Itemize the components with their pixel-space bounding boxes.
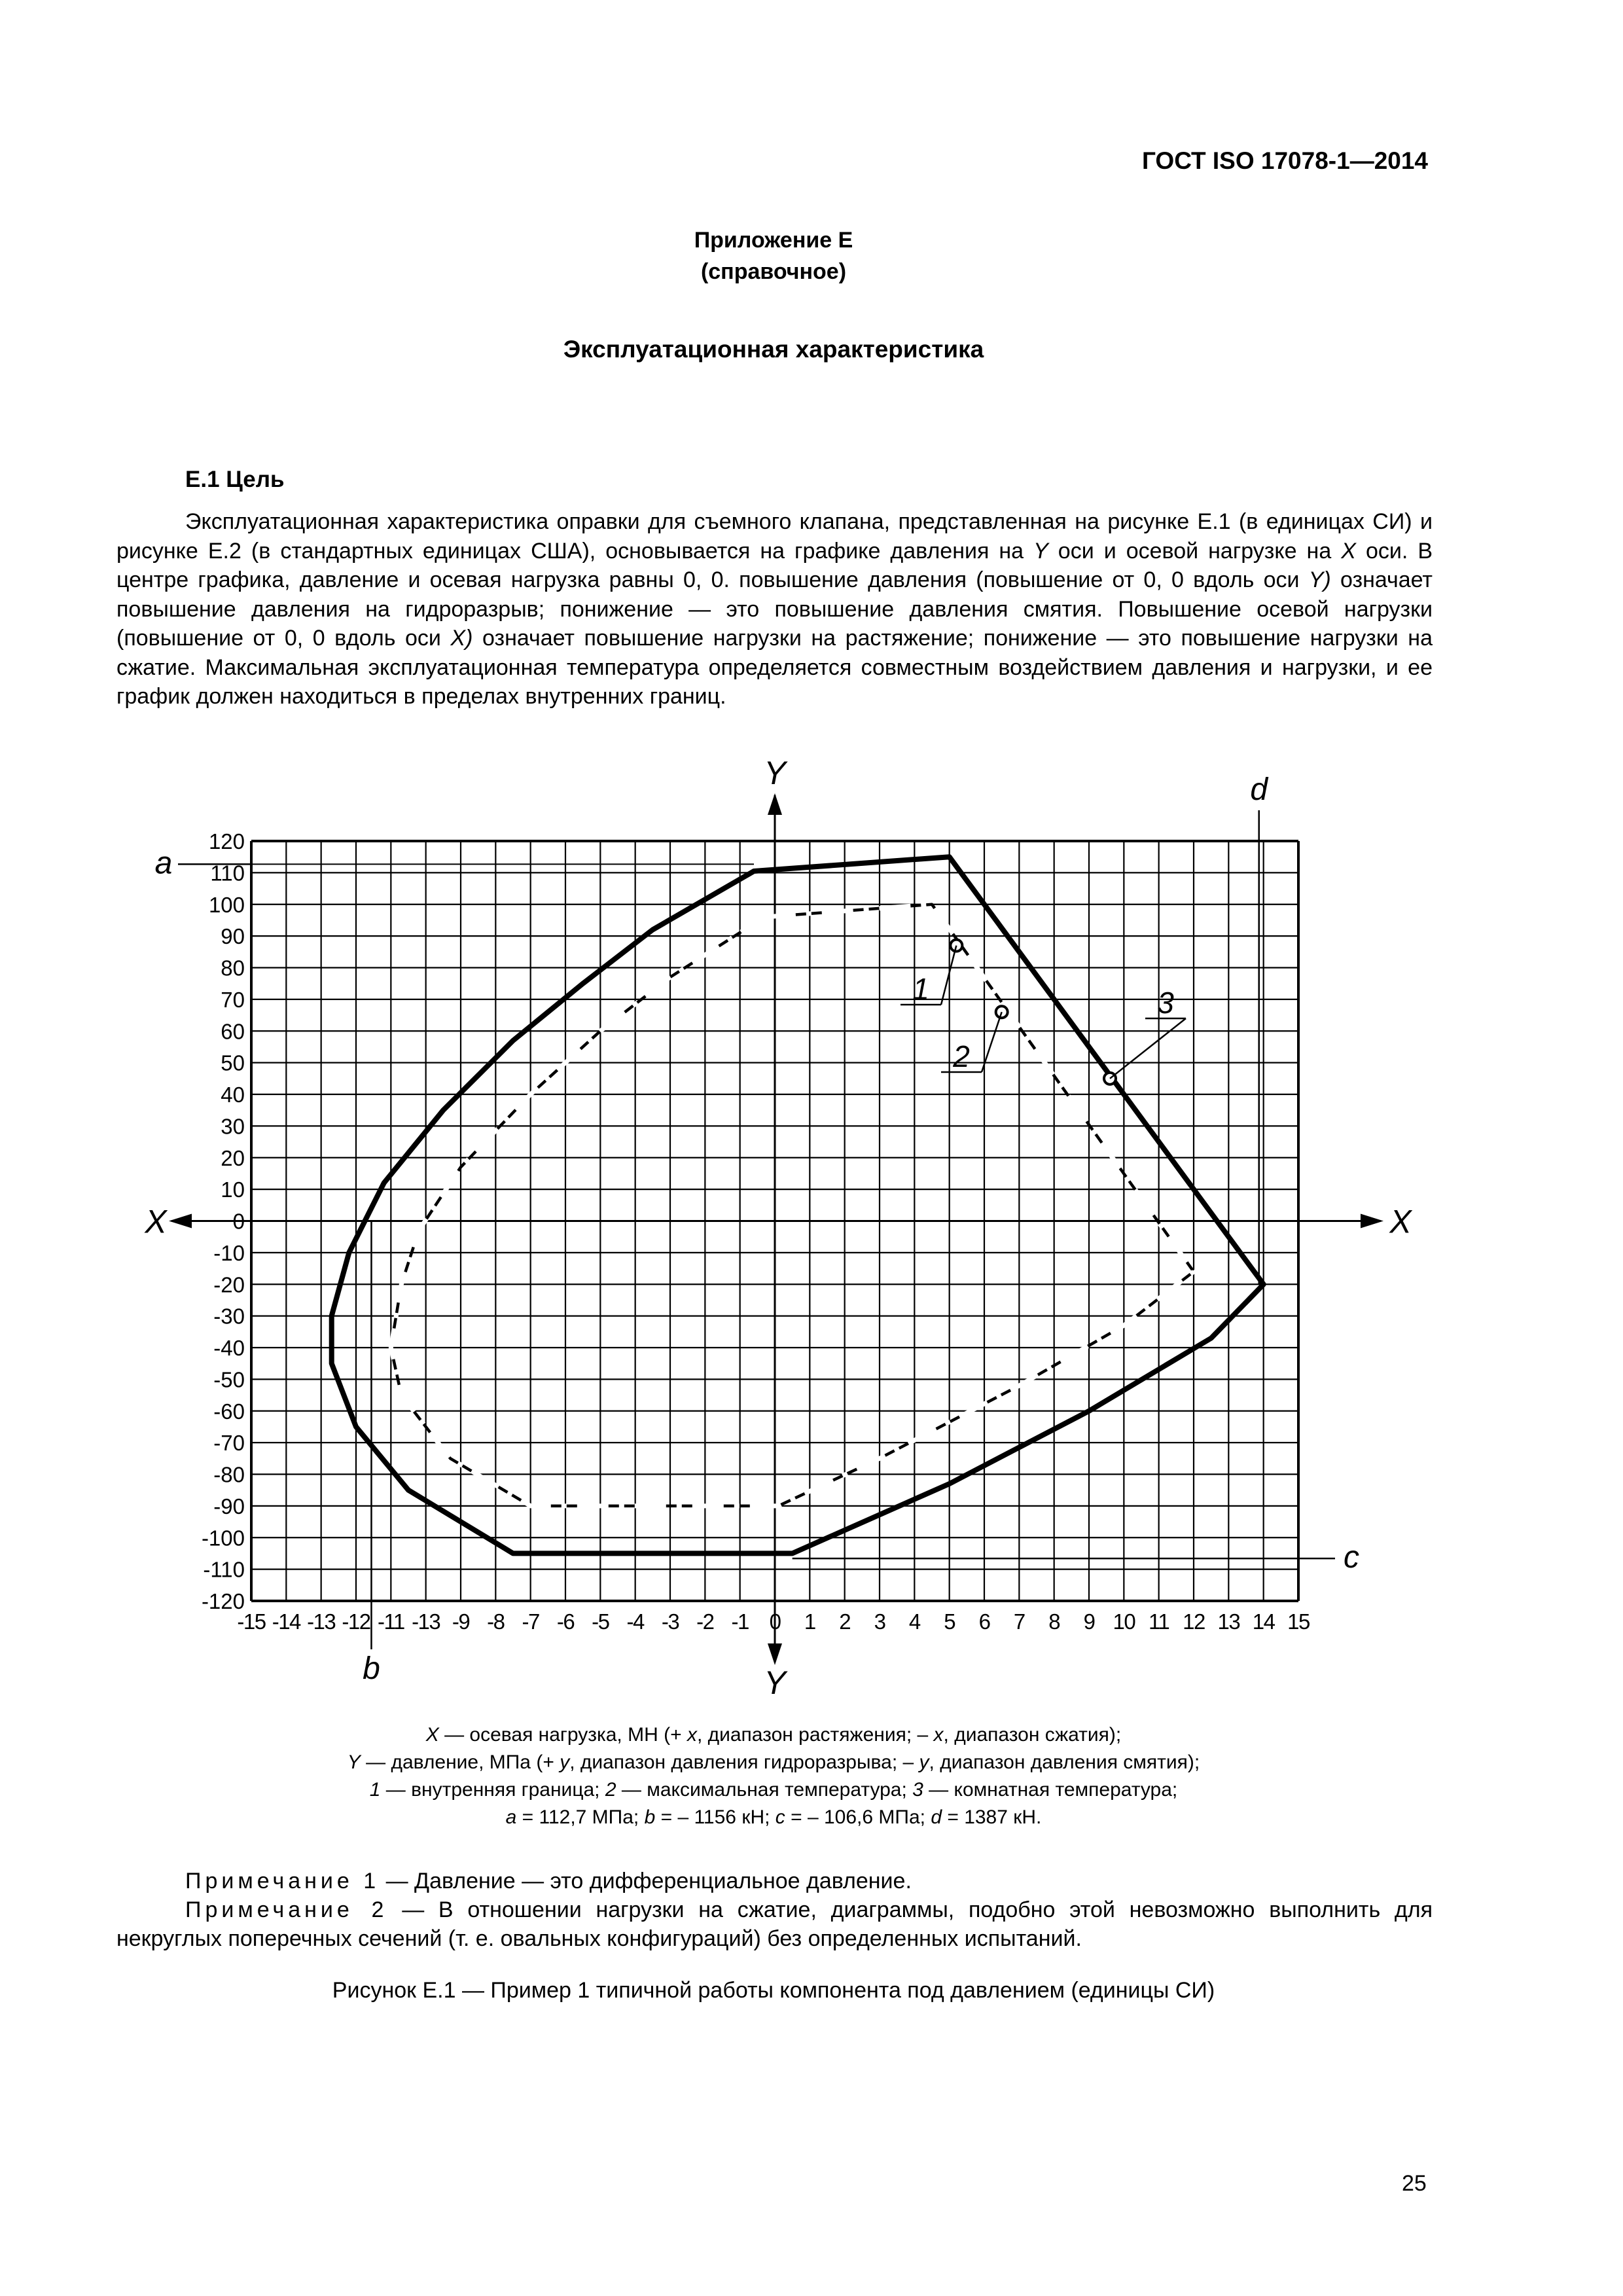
- x-tick-label: -1: [731, 1609, 749, 1634]
- note-1-text: — Давление — это дифференциальное давление.: [380, 1869, 912, 1893]
- callout-label: 2: [953, 1039, 970, 1073]
- x-tick-label: 15: [1287, 1609, 1310, 1634]
- y-tick-label: 50: [221, 1050, 245, 1075]
- x-tick-label: -13: [307, 1609, 336, 1634]
- x-tick-label: 2: [839, 1609, 851, 1634]
- y-tick-label: -110: [203, 1557, 245, 1582]
- legend-num-2: 2: [605, 1779, 616, 1801]
- legend-y-text-1: — давление, МПа (+: [360, 1751, 560, 1773]
- x-axis-label-left: X: [145, 1203, 167, 1240]
- y-axis-arrow-up: [768, 793, 782, 815]
- y-tick-label: 0: [232, 1209, 245, 1234]
- y-axis-label-top: Y: [764, 755, 786, 791]
- para-text-2: оси и осевой нагрузке на: [1048, 538, 1342, 564]
- x-axis-arrow-right: [1361, 1214, 1383, 1229]
- annex-title: Приложение Е: [694, 228, 853, 253]
- x-tick-label: -9: [452, 1609, 470, 1634]
- y-tick-label: -70: [213, 1431, 245, 1456]
- legend-d: d: [931, 1806, 942, 1828]
- x-tick-label: 1: [804, 1609, 815, 1634]
- body-paragraph: [116, 507, 1433, 711]
- annex-type: (справочное): [700, 259, 847, 284]
- y-tick-label: 70: [221, 987, 245, 1012]
- y-tick-label: -100: [201, 1526, 245, 1551]
- standard-number: ГОСТ ISO 17078-1—2014: [1141, 147, 1428, 174]
- annex-subject-title: Эксплуатационная характеристика: [563, 336, 984, 363]
- operating-envelope-chart: [0, 746, 1623, 1728]
- y-tick-label: 60: [221, 1019, 245, 1044]
- legend-line-curves: [0, 1776, 1547, 1804]
- figure-caption: Рисунок Е.1 — Пример 1 типичной работы компонента под давлением (единицы СИ): [332, 1978, 1215, 2003]
- y-tick-label: 20: [221, 1145, 245, 1170]
- legend-x-text-2: , диапазон растяжения; –: [696, 1724, 934, 1746]
- x-tick-label: 14: [1252, 1609, 1275, 1634]
- x-tick-label: 7: [1013, 1609, 1025, 1634]
- para-text-4: означает повышение давления на гидроразрыв; понижение — это повышение давления смятия. Повышение осевой нагрузки (повышение от 0, 0 вдоль оси: [116, 567, 1433, 651]
- legend-line-x: [0, 1721, 1547, 1749]
- legend-line-y: [0, 1749, 1547, 1776]
- y-tick-label: 40: [221, 1083, 245, 1107]
- legend-y-symbol: Y: [347, 1751, 361, 1773]
- legend-line-values: [0, 1804, 1547, 1831]
- note-2: [116, 1895, 1433, 1953]
- section-heading: Е.1 Цель: [185, 467, 285, 492]
- legend-y-minus: y: [919, 1751, 929, 1773]
- callout-leader: [1110, 1018, 1186, 1079]
- x-tick-label: 3: [874, 1609, 885, 1634]
- legend-b: b: [644, 1806, 656, 1828]
- note-1: [116, 1867, 1433, 1895]
- x-tick-label: -8: [487, 1609, 505, 1634]
- y-tick-label: -20: [213, 1272, 245, 1297]
- figure-legend: [0, 1721, 1547, 1831]
- legend-b-value: = – 1156 кН;: [655, 1806, 776, 1828]
- para-x-symbol: X: [1341, 538, 1356, 564]
- marker-d-label: d: [1250, 772, 1268, 807]
- legend-curves-text-3: — комнатная температура;: [923, 1779, 1178, 1801]
- x-tick-label: -3: [661, 1609, 679, 1634]
- x-axis-label-right: X: [1389, 1203, 1412, 1240]
- callout-label: 3: [1157, 986, 1174, 1020]
- x-tick-label: -12: [342, 1609, 370, 1634]
- legend-c: c: [775, 1806, 785, 1828]
- legend-y-plus: y: [560, 1751, 570, 1773]
- para-text-5: означает повышение нагрузки на растяжение; понижение — это повышение нагрузки на сжатие. Максимальная эксплуатационная температура определяется совместным воздействием давления и нагрузки, и ее график должен находиться в пределах внутренних границ.: [116, 626, 1433, 709]
- legend-curves-text-1: — внутренняя граница;: [380, 1779, 605, 1801]
- x-tick-label: -5: [592, 1609, 609, 1634]
- x-tick-label: 9: [1083, 1609, 1095, 1634]
- y-tick-label: -30: [213, 1304, 245, 1329]
- inner-boundary-series: [391, 905, 1194, 1506]
- y-tick-label: -50: [213, 1367, 245, 1392]
- legend-x-minus: x: [933, 1724, 944, 1746]
- y-tick-label: 120: [208, 829, 245, 853]
- figure-notes: [116, 1867, 1433, 1953]
- x-tick-label: 10: [1113, 1609, 1135, 1634]
- y-tick-label: 10: [221, 1177, 245, 1202]
- x-tick-label: 12: [1183, 1609, 1205, 1634]
- x-tick-label: 4: [908, 1609, 920, 1634]
- dash-dot-gap-series: [391, 905, 1194, 1506]
- y-tick-label: -120: [201, 1589, 245, 1613]
- annex-heading: [0, 224, 1547, 287]
- y-tick-label: 100: [208, 892, 245, 917]
- y-tick-label: -90: [213, 1494, 245, 1518]
- legend-a-value: = 112,7 МПа;: [516, 1806, 645, 1828]
- y-tick-label: -80: [213, 1462, 245, 1487]
- para-text-3: оси. В центре графика, давление и осевая нагрузка равны 0, 0. повышение давления (повышение от 0, 0 вдоль оси: [116, 538, 1433, 592]
- x-tick-label: 0: [769, 1609, 781, 1634]
- y-axis-arrow-down: [768, 1643, 782, 1665]
- legend-x-text-1: — осевая нагрузка, МН (+: [438, 1724, 687, 1746]
- callout-label: 1: [912, 972, 929, 1006]
- y-tick-label: 90: [221, 924, 245, 949]
- x-tick-label: -2: [696, 1609, 714, 1634]
- legend-a: a: [505, 1806, 517, 1828]
- y-tick-label: 30: [221, 1114, 245, 1139]
- legend-curves-text-2: — максимальная температура;: [616, 1779, 913, 1801]
- x-tick-label: -4: [626, 1609, 644, 1634]
- para-x-ref: X): [450, 626, 473, 651]
- marker-c-label: c: [1344, 1540, 1359, 1575]
- x-tick-label: -6: [556, 1609, 575, 1634]
- legend-y-text-2: , диапазон давления гидроразрыва; –: [569, 1751, 919, 1773]
- legend-c-value: = – 106,6 МПа;: [785, 1806, 931, 1828]
- x-tick-label: 6: [978, 1609, 990, 1634]
- x-axis-arrow-left: [169, 1214, 192, 1229]
- legend-num-3: 3: [912, 1779, 923, 1801]
- legend-x-text-3: , диапазон сжатия);: [943, 1724, 1122, 1746]
- legend-d-value: = 1387 кН.: [942, 1806, 1042, 1828]
- x-tick-label: 8: [1048, 1609, 1060, 1634]
- y-tick-label: -60: [213, 1399, 245, 1424]
- legend-num-1: 1: [369, 1779, 381, 1801]
- x-tick-label: -15: [237, 1609, 266, 1634]
- note-2-label: Примечание 2: [185, 1897, 388, 1922]
- x-tick-label: -7: [522, 1609, 539, 1634]
- legend-x-symbol: X: [425, 1724, 439, 1746]
- reference-markers: [155, 772, 1359, 1686]
- marker-b-label: b: [363, 1651, 380, 1686]
- x-tick-label: 11: [1149, 1609, 1169, 1634]
- legend-y-text-3: , диапазон давления смятия);: [929, 1751, 1200, 1773]
- x-tick-label: -11: [377, 1609, 404, 1634]
- marker-a-label: a: [154, 846, 173, 881]
- para-text-1: Эксплуатационная характеристика оправки для съемного клапана, представленная на рисунке Е.1 (в единицах СИ) и рисунке Е.2 (в стандартных единицах США), основывается на графике давления на: [116, 509, 1433, 564]
- y-axis-label-bottom: Y: [764, 1664, 786, 1701]
- x-tick-label: 5: [944, 1609, 955, 1634]
- x-tick-labels: [237, 1609, 1310, 1634]
- x-tick-label: 13: [1217, 1609, 1240, 1634]
- y-tick-label: 110: [210, 861, 245, 886]
- page-number: 25: [1402, 2171, 1427, 2196]
- y-tick-label: -40: [213, 1336, 245, 1360]
- para-y-symbol: Y: [1033, 538, 1048, 564]
- y-tick-label: 80: [221, 956, 245, 980]
- note-2-text: — В отношении нагрузки на сжатие, диаграммы, подобно этой невозможно выполнить для некруглых поперечных сечений (т. е. овальных конфигураций) без определенных испытаний.: [116, 1897, 1433, 1951]
- legend-x-plus: x: [687, 1724, 697, 1746]
- x-tick-label: -13: [412, 1609, 440, 1634]
- y-tick-label: -10: [213, 1240, 245, 1265]
- para-y-ref: Y): [1308, 567, 1331, 592]
- x-tick-label: -14: [272, 1609, 300, 1634]
- note-1-label: Примечание 1: [185, 1869, 380, 1893]
